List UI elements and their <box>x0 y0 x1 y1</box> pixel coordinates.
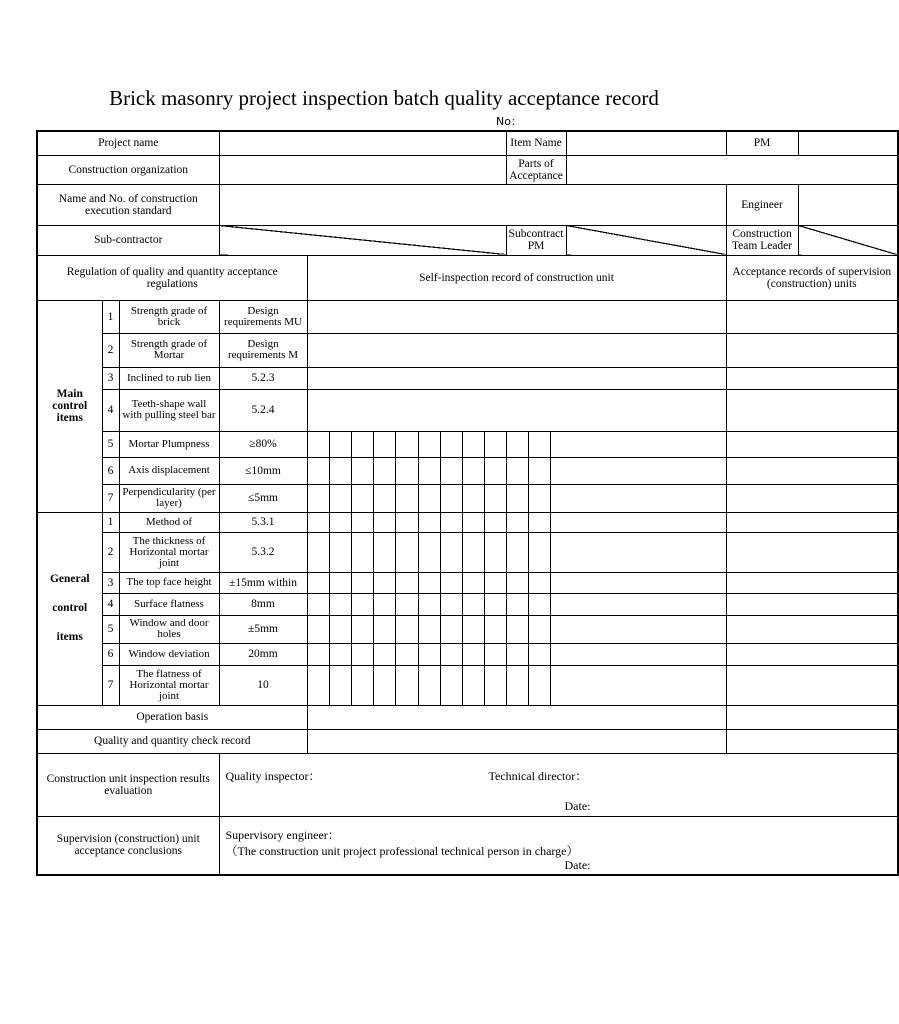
measure-cell[interactable] <box>307 593 329 615</box>
operation-basis-value[interactable] <box>307 705 726 729</box>
acceptance-record-table <box>36 130 899 876</box>
main-item-acceptance[interactable] <box>726 457 898 484</box>
construction-organization-value[interactable] <box>219 155 506 184</box>
parts-of-acceptance-label: Parts of Acceptance <box>506 155 566 184</box>
general-item-name: Window and door holes <box>119 615 219 643</box>
measure-cell[interactable] <box>373 532 395 572</box>
measure-cell[interactable] <box>351 431 373 457</box>
measure-cell[interactable] <box>395 484 418 512</box>
main-item-name: Mortar Plumpness <box>119 431 219 457</box>
general-item-no: 2 <box>102 532 119 572</box>
main-item-no: 5 <box>102 431 119 457</box>
measure-cell[interactable] <box>484 615 506 643</box>
measure-cell[interactable] <box>440 512 462 532</box>
measure-cell[interactable] <box>329 457 351 484</box>
measure-cell[interactable] <box>462 572 484 593</box>
measure-cell[interactable] <box>506 431 528 457</box>
self-inspection-header: Self-inspection record of construction unit <box>307 255 726 300</box>
measure-cell[interactable] <box>440 484 462 512</box>
measure-cell[interactable] <box>418 431 440 457</box>
measure-cell[interactable] <box>329 484 351 512</box>
execution-standard-value[interactable] <box>219 184 726 225</box>
measure-cell[interactable] <box>484 572 506 593</box>
measure-cell[interactable] <box>484 593 506 615</box>
measure-cell[interactable] <box>550 665 726 705</box>
measure-cell[interactable] <box>329 615 351 643</box>
parts-of-acceptance-value[interactable] <box>566 155 898 184</box>
measure-cell[interactable] <box>506 532 528 572</box>
measure-cell[interactable] <box>484 457 506 484</box>
measure-cell[interactable] <box>462 593 484 615</box>
measure-cell[interactable] <box>462 643 484 665</box>
measure-cell[interactable] <box>395 532 418 572</box>
measure-cell[interactable] <box>351 615 373 643</box>
measure-cell[interactable] <box>329 572 351 593</box>
main-item-req: ≤10mm <box>219 457 307 484</box>
measure-cell[interactable] <box>373 431 395 457</box>
measure-cell[interactable] <box>373 593 395 615</box>
measure-cell[interactable] <box>307 457 329 484</box>
general-item-req: 5.3.2 <box>219 532 307 572</box>
main-item-self-inspection[interactable] <box>307 333 726 367</box>
measure-cell[interactable] <box>484 484 506 512</box>
general-item-name: The top face height <box>119 572 219 593</box>
measure-cell[interactable] <box>351 484 373 512</box>
general-item-acceptance[interactable] <box>726 572 898 593</box>
measure-cell[interactable] <box>506 593 528 615</box>
measure-cell[interactable] <box>440 643 462 665</box>
regulation-header: Regulation of quality and quantity acceptance regulations <box>37 255 307 300</box>
measure-cell[interactable] <box>418 512 440 532</box>
measure-cell[interactable] <box>395 572 418 593</box>
measure-cell[interactable] <box>307 512 329 532</box>
measure-cell[interactable] <box>373 484 395 512</box>
sub-contractor-label: Sub-contractor <box>37 225 219 255</box>
measure-cell[interactable] <box>351 457 373 484</box>
measure-cell[interactable] <box>307 532 329 572</box>
general-item-no: 5 <box>102 615 119 643</box>
supervision-conclusion-label: Supervision (construction) unit acceptance conclusions <box>37 816 219 875</box>
measure-cell[interactable] <box>528 532 550 572</box>
measure-cell[interactable] <box>550 593 726 615</box>
main-item-req: ≥80% <box>219 431 307 457</box>
measure-cell[interactable] <box>351 532 373 572</box>
general-item-name: Window deviation <box>119 643 219 665</box>
measure-cell[interactable] <box>395 615 418 643</box>
general-item-no: 4 <box>102 593 119 615</box>
measure-cell[interactable] <box>484 643 506 665</box>
supervision-conclusion-area[interactable] <box>219 816 898 875</box>
general-item-req: 10 <box>219 665 307 705</box>
main-item-name: Teeth-shape wall with pulling steel bar <box>119 389 219 431</box>
measure-cell[interactable] <box>373 512 395 532</box>
main-item-req: Design requirements MU <box>219 300 307 333</box>
measure-cell[interactable] <box>395 431 418 457</box>
measure-cell[interactable] <box>307 484 329 512</box>
pm-label: PM <box>726 131 798 155</box>
sub-contractor-value[interactable] <box>219 225 506 255</box>
general-item-req: 20mm <box>219 643 307 665</box>
engineer-label: Engineer <box>726 184 798 225</box>
measure-cell[interactable] <box>550 457 726 484</box>
team-leader-value[interactable] <box>798 225 898 255</box>
general-item-req: ±15mm within <box>219 572 307 593</box>
measure-cell[interactable] <box>329 512 351 532</box>
measure-cell[interactable] <box>506 484 528 512</box>
main-item-no: 2 <box>102 333 119 367</box>
measure-cell[interactable] <box>550 512 726 532</box>
measure-cell[interactable] <box>462 665 484 705</box>
measure-cell[interactable] <box>528 593 550 615</box>
measure-cell[interactable] <box>351 593 373 615</box>
measure-cell[interactable] <box>484 665 506 705</box>
measure-cell[interactable] <box>506 615 528 643</box>
measure-cell[interactable] <box>395 593 418 615</box>
construction-evaluation-label: Construction unit inspection results evaluation <box>37 753 219 816</box>
measure-cell[interactable] <box>462 431 484 457</box>
main-control-label: Main control items <box>37 300 102 512</box>
document-number: No： <box>496 115 522 128</box>
main-item-req: ≤5mm <box>219 484 307 512</box>
measure-cell[interactable] <box>528 457 550 484</box>
measure-cell[interactable] <box>307 665 329 705</box>
item-name-label: Item Name <box>506 131 566 155</box>
main-item-req: 5.2.3 <box>219 367 307 389</box>
engineer-value[interactable] <box>798 184 898 225</box>
construction-organization-label: Construction organization <box>37 155 219 184</box>
supervision-date-label: Date: <box>564 857 591 872</box>
quality-inspector-label: Quality inspector： <box>225 768 321 783</box>
main-item-name: Perpendicularity (per layer) <box>119 484 219 512</box>
general-item-no: 1 <box>102 512 119 532</box>
team-leader-label: Construction Team Leader <box>726 225 798 255</box>
general-item-no: 6 <box>102 643 119 665</box>
measure-cell[interactable] <box>550 643 726 665</box>
general-item-name: Method of <box>119 512 219 532</box>
measure-cell[interactable] <box>307 431 329 457</box>
measure-cell[interactable] <box>506 512 528 532</box>
main-item-no: 1 <box>102 300 119 333</box>
supervisory-engineer-label: Supervisory engineer： <box>225 827 340 842</box>
measure-cell[interactable] <box>550 431 726 457</box>
measure-cell[interactable] <box>395 665 418 705</box>
measure-cell[interactable] <box>307 643 329 665</box>
measure-cell[interactable] <box>528 665 550 705</box>
measure-cell[interactable] <box>440 593 462 615</box>
main-item-no: 4 <box>102 389 119 431</box>
quality-check-record-label: Quality and quantity check record <box>37 729 307 753</box>
main-item-req: 5.2.4 <box>219 389 307 431</box>
project-name-label: Project name <box>37 131 219 155</box>
measure-cell[interactable] <box>373 665 395 705</box>
item-name-value[interactable] <box>566 131 726 155</box>
measure-cell[interactable] <box>440 572 462 593</box>
measure-cell[interactable] <box>462 457 484 484</box>
measure-cell[interactable] <box>351 665 373 705</box>
measure-cell[interactable] <box>484 512 506 532</box>
general-control-label: General control items <box>37 512 102 705</box>
main-item-req: Design requirements M <box>219 333 307 367</box>
measure-cell[interactable] <box>528 512 550 532</box>
main-item-self-inspection[interactable] <box>307 389 726 431</box>
measure-cell[interactable] <box>351 572 373 593</box>
measure-cell[interactable] <box>550 615 726 643</box>
measure-cell[interactable] <box>329 643 351 665</box>
measure-cell[interactable] <box>550 484 726 512</box>
measure-cell[interactable] <box>307 615 329 643</box>
measure-cell[interactable] <box>418 457 440 484</box>
measure-cell[interactable] <box>329 665 351 705</box>
general-item-no: 3 <box>102 572 119 593</box>
main-item-name: Axis displacement <box>119 457 219 484</box>
measure-cell[interactable] <box>462 484 484 512</box>
measure-cell[interactable] <box>440 431 462 457</box>
measure-cell[interactable] <box>440 457 462 484</box>
pm-value[interactable] <box>798 131 898 155</box>
general-item-req: 5.3.1 <box>219 512 307 532</box>
main-item-self-inspection[interactable] <box>307 367 726 389</box>
construction-evaluation-area[interactable] <box>219 753 898 816</box>
measure-cell[interactable] <box>462 512 484 532</box>
project-name-value[interactable] <box>219 131 506 155</box>
main-item-no: 3 <box>102 367 119 389</box>
measure-cell[interactable] <box>484 431 506 457</box>
general-item-acceptance[interactable] <box>726 643 898 665</box>
measure-cell[interactable] <box>506 457 528 484</box>
technical-person-note: （The construction unit project professional technical person in charge） <box>225 843 579 858</box>
measure-cell[interactable] <box>418 484 440 512</box>
measure-cell[interactable] <box>462 532 484 572</box>
measure-cell[interactable] <box>395 643 418 665</box>
measure-cell[interactable] <box>307 572 329 593</box>
general-item-acceptance[interactable] <box>726 615 898 643</box>
general-item-acceptance[interactable] <box>726 512 898 532</box>
measure-cell[interactable] <box>506 665 528 705</box>
measure-cell[interactable] <box>373 572 395 593</box>
measure-cell[interactable] <box>462 615 484 643</box>
page-title: Brick masonry project inspection batch quality acceptance record <box>109 86 659 110</box>
measure-cell[interactable] <box>418 572 440 593</box>
measure-cell[interactable] <box>440 532 462 572</box>
main-item-acceptance[interactable] <box>726 484 898 512</box>
quality-check-record-acceptance[interactable] <box>726 729 898 753</box>
measure-cell[interactable] <box>550 532 726 572</box>
general-item-name: Surface flatness <box>119 593 219 615</box>
measure-cell[interactable] <box>373 643 395 665</box>
main-item-name: Strength grade of brick <box>119 300 219 333</box>
execution-standard-label: Name and No. of construction execution standard <box>37 184 219 225</box>
measure-cell[interactable] <box>418 615 440 643</box>
main-item-no: 7 <box>102 484 119 512</box>
measure-cell[interactable] <box>351 643 373 665</box>
measure-cell[interactable] <box>418 593 440 615</box>
measure-cell[interactable] <box>440 615 462 643</box>
acceptance-records-header: Acceptance records of supervision (construction) units <box>726 255 898 300</box>
general-item-acceptance[interactable] <box>726 532 898 572</box>
main-item-name: Inclined to rub lien <box>119 367 219 389</box>
measure-cell[interactable] <box>528 431 550 457</box>
measure-cell[interactable] <box>440 665 462 705</box>
main-item-acceptance[interactable] <box>726 300 898 333</box>
operation-basis-label: Operation basis <box>37 705 307 729</box>
measure-cell[interactable] <box>484 532 506 572</box>
measure-cell[interactable] <box>373 615 395 643</box>
general-item-no: 7 <box>102 665 119 705</box>
subcontract-pm-label: Subcontract PM <box>506 225 566 255</box>
technical-director-label: Technical director： <box>488 768 588 783</box>
measure-cell[interactable] <box>550 572 726 593</box>
main-item-self-inspection[interactable] <box>307 300 726 333</box>
general-item-name: The thickness of Horizontal mortar joint <box>119 532 219 572</box>
measure-cell[interactable] <box>528 572 550 593</box>
subcontract-pm-value[interactable] <box>566 225 726 255</box>
measure-cell[interactable] <box>395 512 418 532</box>
measure-cell[interactable] <box>418 665 440 705</box>
main-item-acceptance[interactable] <box>726 333 898 367</box>
measure-cell[interactable] <box>528 484 550 512</box>
main-item-acceptance[interactable] <box>726 389 898 431</box>
operation-basis-acceptance[interactable] <box>726 705 898 729</box>
measure-cell[interactable] <box>506 572 528 593</box>
general-item-req: ±5mm <box>219 615 307 643</box>
main-item-acceptance[interactable] <box>726 431 898 457</box>
main-item-acceptance[interactable] <box>726 367 898 389</box>
general-item-acceptance[interactable] <box>726 665 898 705</box>
quality-check-record-value[interactable] <box>307 729 726 753</box>
measure-cell[interactable] <box>506 643 528 665</box>
evaluation-date-label: Date: <box>564 798 591 813</box>
measure-cell[interactable] <box>528 643 550 665</box>
main-item-name: Strength grade of Mortar <box>119 333 219 367</box>
measure-cell[interactable] <box>418 643 440 665</box>
measure-cell[interactable] <box>351 512 373 532</box>
measure-cell[interactable] <box>329 593 351 615</box>
main-item-no: 6 <box>102 457 119 484</box>
general-item-acceptance[interactable] <box>726 593 898 615</box>
measure-cell[interactable] <box>395 457 418 484</box>
general-item-name: The flatness of Horizontal mortar joint <box>119 665 219 705</box>
measure-cell[interactable] <box>329 431 351 457</box>
measure-cell[interactable] <box>373 457 395 484</box>
measure-cell[interactable] <box>418 532 440 572</box>
measure-cell[interactable] <box>528 615 550 643</box>
measure-cell[interactable] <box>329 532 351 572</box>
general-item-req: 8mm <box>219 593 307 615</box>
